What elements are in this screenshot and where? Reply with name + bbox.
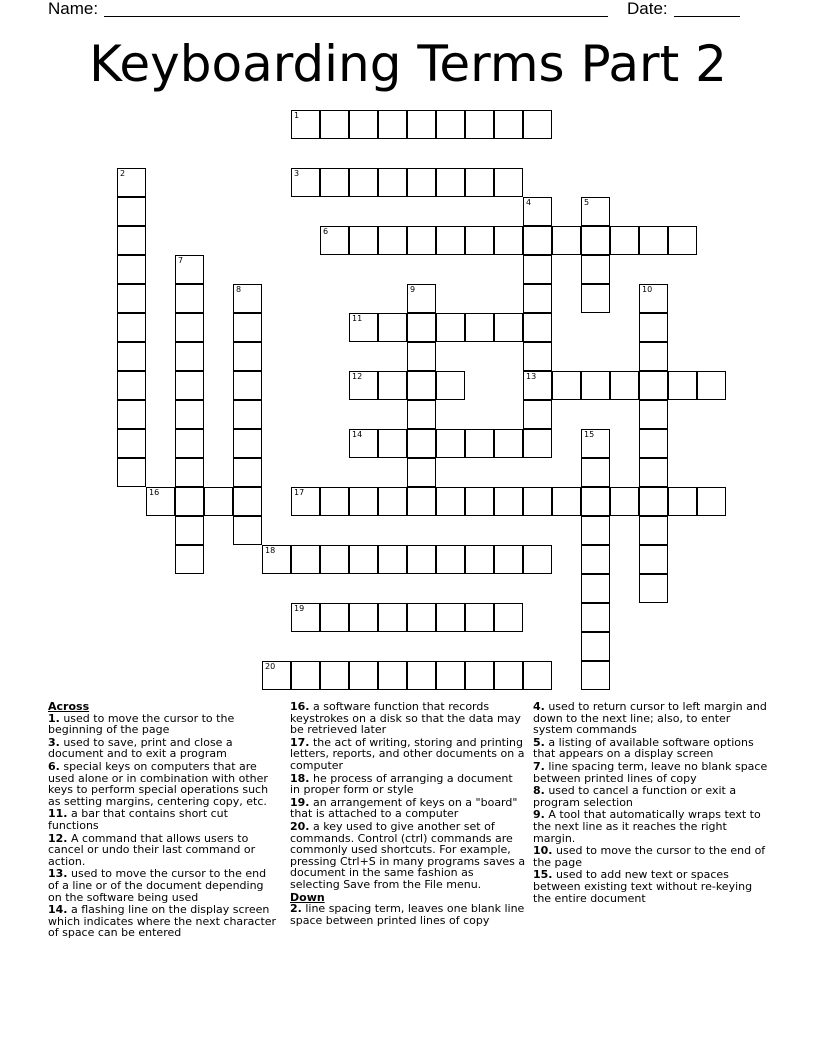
grid-cell[interactable] [349,371,378,400]
clue-number: 14. [48,903,68,917]
clue-number: 4. [533,700,545,713]
clue-text: a flashing line on the display screen which indicates where the next character of space can be entered [48,903,277,940]
clue-number-label: 6 [323,227,329,236]
grid-cell[interactable] [378,226,407,255]
clue-text: used to move the cursor to the beginning of the page [48,711,235,737]
grid-cell[interactable] [349,487,378,516]
grid-cell[interactable] [639,516,668,545]
grid-cell[interactable] [407,371,436,400]
clue-text: used to move the cursor to the end of a line or of the document depending on the software being used [48,867,267,904]
clue-number: 16. [290,700,310,713]
grid-cell[interactable] [668,226,697,255]
grid-cell[interactable] [407,226,436,255]
grid-cell[interactable] [639,400,668,429]
grid-cell[interactable] [581,487,610,516]
grid-cell[interactable] [349,313,378,342]
grid-cell[interactable] [233,371,262,400]
clue-number-label: 8 [236,285,242,294]
clue-across-11 [48,808,280,831]
grid-cell[interactable] [639,284,668,313]
grid-cell[interactable] [378,661,407,690]
clue-across-12 [48,833,280,868]
grid-cell[interactable] [552,487,581,516]
grid-cell[interactable] [349,429,378,458]
clue-number-label: 15 [584,430,595,439]
grid-cell[interactable] [639,458,668,487]
grid-cell[interactable] [639,429,668,458]
grid-cell[interactable] [117,342,146,371]
grid-cell[interactable] [204,487,233,516]
clue-number-label: 9 [410,285,416,294]
grid-cell[interactable] [523,110,552,139]
grid-cell[interactable] [523,197,552,226]
clue-text: line spacing term, leaves one blank line space between printed lines of copy [290,902,525,927]
grid-cell[interactable] [436,545,465,574]
grid-cell[interactable] [581,574,610,603]
grid-cell[interactable] [581,371,610,400]
grid-cell[interactable] [436,168,465,197]
grid-cell[interactable] [436,429,465,458]
grid-cell[interactable] [378,110,407,139]
clue-number: 12. [48,831,68,845]
clue-number: 2. [290,902,302,916]
grid-cell[interactable] [639,371,668,400]
clues-column-2 [290,701,526,927]
grid-cell[interactable] [552,226,581,255]
grid-cell[interactable] [117,371,146,400]
grid-cell[interactable] [639,342,668,371]
grid-cell[interactable] [494,110,523,139]
clue-text: used to cancel a function or exit a program selection [533,784,737,809]
grid-cell[interactable] [668,487,697,516]
grid-cell[interactable] [349,110,378,139]
grid-cell[interactable] [117,313,146,342]
clue-down-7 [533,761,769,784]
grid-cell[interactable] [378,168,407,197]
grid-cell[interactable] [378,603,407,632]
clue-number: 11. [48,807,68,821]
grid-cell[interactable] [117,400,146,429]
page-title: Keyboarding Terms Part 2 [89,35,727,93]
clue-number: 8. [533,784,545,798]
grid-cell[interactable] [233,429,262,458]
grid-cell[interactable] [407,342,436,371]
grid-cell[interactable] [291,168,320,197]
grid-cell[interactable] [320,226,349,255]
grid-cell[interactable] [581,458,610,487]
grid-cell[interactable] [494,545,523,574]
grid-cell[interactable] [233,487,262,516]
grid-cell[interactable] [378,429,407,458]
grid-cell[interactable] [117,458,146,487]
grid-cell[interactable] [320,168,349,197]
grid-cell[interactable] [233,313,262,342]
grid-cell[interactable] [117,429,146,458]
grid-cell[interactable] [610,487,639,516]
grid-cell[interactable] [233,284,262,313]
clue-text: the act of writing, storing and printing letters, reports, and other documents on a computer [290,735,525,772]
clue-number-label: 20 [265,662,276,671]
grid-cell[interactable] [378,487,407,516]
grid-cell[interactable] [523,255,552,284]
clue-text: used to save, print and close a document and to exit a program [48,735,233,761]
clue-number: 10. [533,844,553,858]
grid-cell[interactable] [175,429,204,458]
grid-cell[interactable] [117,284,146,313]
grid-cell[interactable] [233,400,262,429]
clue-number-label: 16 [149,488,160,497]
grid-cell[interactable] [523,313,552,342]
clue-across-18 [290,773,526,796]
grid-cell[interactable] [349,545,378,574]
grid-cell[interactable] [581,284,610,313]
across-heading: Across [48,700,90,713]
clue-text: a software function that records keystrokes on a disk so that the data may be retrieved later [290,700,521,737]
grid-cell[interactable] [117,197,146,226]
grid-cell[interactable] [639,226,668,255]
grid-cell[interactable] [523,226,552,255]
grid-cell[interactable] [436,371,465,400]
grid-cell[interactable] [407,429,436,458]
clue-text: a key used to give another set of commands. Control (ctrl) commands are commonly used shortcuts. For example, pressing Ctrl+S in many programs saves a document in the same fashion as selecting Save from the File menu. [290,819,526,891]
grid-cell[interactable] [117,226,146,255]
grid-cell[interactable] [436,661,465,690]
clue-text: a listing of available software options that appears on a display screen [533,735,754,761]
grid-cell[interactable] [610,371,639,400]
clue-number-label: 17 [294,488,305,497]
grid-cell[interactable] [610,226,639,255]
clue-down-9 [533,809,769,844]
clue-number-label: 19 [294,604,305,613]
grid-cell[interactable] [175,284,204,313]
grid-cell[interactable] [175,400,204,429]
clue-text: used to add new text or spaces between existing text without re-keying the entire document [533,868,753,905]
clue-across-3 [48,737,280,760]
date-label: Date: [627,0,668,18]
grid-cell[interactable] [465,168,494,197]
grid-cell[interactable] [581,255,610,284]
grid-cell[interactable] [494,429,523,458]
grid-cell[interactable] [494,168,523,197]
clue-text: special keys on computers that are used alone or in combination with other keys to perform special operations such as setting margins, centering copy, etc. [48,759,269,808]
grid-cell[interactable] [146,487,175,516]
clue-across-6 [48,761,280,807]
grid-cell[interactable] [436,313,465,342]
grid-cell[interactable] [320,661,349,690]
grid-cell[interactable] [639,313,668,342]
grid-cell[interactable] [494,603,523,632]
grid-cell[interactable] [291,545,320,574]
clue-number-label: 1 [294,111,300,120]
clue-number-label: 2 [120,169,126,178]
grid-cell[interactable] [378,371,407,400]
grid-cell[interactable] [349,661,378,690]
clue-number-label: 4 [526,198,532,207]
grid-cell[interactable] [175,255,204,284]
clues-column-3 [533,701,769,905]
grid-cell[interactable] [639,487,668,516]
clue-number-label: 7 [178,256,184,265]
grid-cell[interactable] [436,603,465,632]
grid-cell[interactable] [320,545,349,574]
grid-cell[interactable] [175,371,204,400]
grid-cell[interactable] [175,545,204,574]
clue-number: 20. [290,819,310,833]
grid-cell[interactable] [668,371,697,400]
grid-cell[interactable] [523,661,552,690]
grid-cell[interactable] [581,603,610,632]
grid-cell[interactable] [291,661,320,690]
grid-cell[interactable] [349,168,378,197]
clue-across-17 [290,737,526,772]
clue-text: line spacing term, leave no blank space between printed lines of copy [533,759,768,785]
grid-cell[interactable] [175,516,204,545]
grid-cell[interactable] [378,545,407,574]
grid-cell[interactable] [552,371,581,400]
grid-cell[interactable] [407,400,436,429]
clue-across-19 [290,797,526,820]
grid-cell[interactable] [581,197,610,226]
clue-number: 18. [290,771,310,785]
clue-across-16 [290,701,526,736]
clue-number-label: 10 [642,285,653,294]
clue-number: 9. [533,808,545,822]
clue-number: 19. [290,795,310,809]
grid-cell[interactable] [436,110,465,139]
grid-cell[interactable] [465,429,494,458]
grid-cell[interactable] [291,487,320,516]
grid-cell[interactable] [465,487,494,516]
clue-down-2 [290,903,526,926]
grid-cell[interactable] [233,458,262,487]
grid-cell[interactable] [233,342,262,371]
grid-cell[interactable] [175,487,204,516]
grid-cell[interactable] [465,110,494,139]
grid-cell[interactable] [494,313,523,342]
grid-cell[interactable] [407,545,436,574]
grid-cell[interactable] [175,458,204,487]
clue-across-1 [48,713,280,736]
clue-across-14 [48,904,280,939]
grid-cell[interactable] [465,226,494,255]
clue-number-label: 5 [584,198,590,207]
grid-cell[interactable] [494,487,523,516]
clue-number-label: 14 [352,430,363,439]
clue-number: 3. [48,735,60,749]
grid-cell[interactable] [175,342,204,371]
clues-column-1 [48,701,280,940]
clue-down-8 [533,785,769,808]
clue-number-label: 3 [294,169,300,178]
grid-cell[interactable] [436,487,465,516]
grid-cell[interactable] [262,661,291,690]
grid-cell[interactable] [523,545,552,574]
clue-number: 7. [533,759,545,773]
grid-cell[interactable] [117,255,146,284]
clue-number-label: 13 [526,372,537,381]
grid-cell[interactable] [523,342,552,371]
grid-cell[interactable] [407,661,436,690]
clue-down-15 [533,869,769,904]
grid-cell[interactable] [494,226,523,255]
name-label: Name: [48,0,99,18]
grid-cell[interactable] [523,284,552,313]
grid-cell[interactable] [581,226,610,255]
down-heading: Down [290,890,325,904]
clue-number-label: 18 [265,546,276,555]
clue-number: 17. [290,735,310,749]
grid-cell[interactable] [262,545,291,574]
clue-number-label: 11 [352,314,363,323]
grid-cell[interactable] [465,545,494,574]
grid-cell[interactable] [581,632,610,661]
grid-cell[interactable] [175,313,204,342]
grid-cell[interactable] [465,603,494,632]
clue-text: used to move the cursor to the end of the page [533,844,766,869]
clue-text: A tool that automatically wraps text to the next line as it reaches the right margin. [533,808,761,845]
grid-cell[interactable] [581,661,610,690]
clue-text: an arrangement of keys on a "board" that is attached to a computer [290,795,518,821]
clue-text: a bar that contains short cut functions [48,807,228,832]
clue-text: he process of arranging a document in proper form or style [290,771,513,797]
clue-number: 15. [533,868,553,882]
clue-down-5 [533,737,769,760]
grid-cell[interactable] [581,516,610,545]
grid-cell[interactable] [523,487,552,516]
clue-number: 6. [48,759,60,773]
grid-cell[interactable] [407,458,436,487]
grid-cell[interactable] [639,545,668,574]
grid-cell[interactable] [581,429,610,458]
grid-cell[interactable] [581,545,610,574]
grid-cell[interactable] [291,110,320,139]
grid-cell[interactable] [378,313,407,342]
grid-cell[interactable] [494,661,523,690]
clue-number: 1. [48,711,60,725]
grid-cell[interactable] [697,487,726,516]
grid-cell[interactable] [320,110,349,139]
clue-down-4 [533,701,769,736]
grid-cell[interactable] [407,110,436,139]
grid-cell[interactable] [117,168,146,197]
grid-cell[interactable] [349,226,378,255]
grid-cell[interactable] [407,603,436,632]
grid-cell[interactable] [465,313,494,342]
grid-cell[interactable] [697,371,726,400]
grid-cell[interactable] [291,603,320,632]
grid-cell[interactable] [320,487,349,516]
grid-cell[interactable] [407,168,436,197]
grid-cell[interactable] [523,400,552,429]
grid-cell[interactable] [320,603,349,632]
grid-cell[interactable] [407,313,436,342]
clue-text: A command that allows users to cancel or undo their last command or action. [48,831,256,868]
clue-number: 5. [533,735,545,749]
clue-text: used to return cursor to left margin and down to the next line; also, to enter system commands [533,700,767,737]
clue-down-10 [533,845,769,868]
clue-across-13 [48,868,280,903]
grid-cell[interactable] [436,226,465,255]
grid-cell[interactable] [349,603,378,632]
grid-cell[interactable] [639,574,668,603]
grid-cell[interactable] [523,429,552,458]
grid-cell[interactable] [407,284,436,313]
grid-cell[interactable] [233,516,262,545]
grid-cell[interactable] [465,661,494,690]
grid-cell[interactable] [523,371,552,400]
clue-number-label: 12 [352,372,363,381]
grid-cell[interactable] [407,487,436,516]
clue-number: 13. [48,867,68,881]
clue-across-20 [290,821,526,891]
